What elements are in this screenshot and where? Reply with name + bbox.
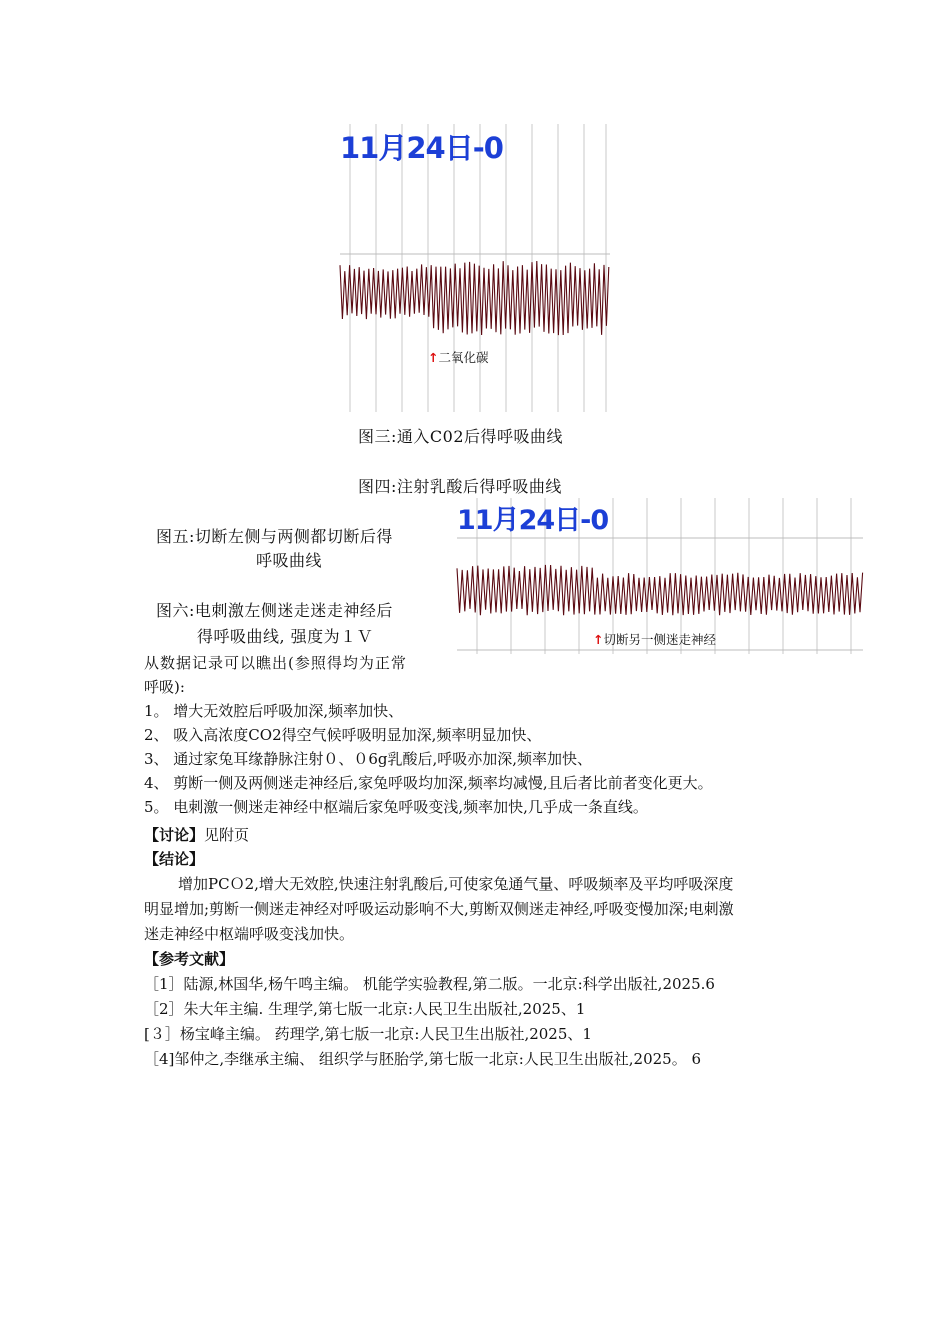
reference-item-4: ［4]邹仲之,李继承主编、 组织学与胚胎学,第七版一北京:人民卫生出版社,2025。 6 bbox=[144, 1050, 702, 1068]
discussion-text: 见附页 bbox=[204, 826, 250, 844]
chart-1-title: 11月24日-0 bbox=[340, 131, 503, 165]
chart-2-marker-label: 切断另一侧迷走神经 bbox=[603, 632, 716, 647]
figure-6-caption-line2: 得呼吸曲线, 强度为１Ｖ bbox=[197, 627, 374, 646]
figure-4-caption: 图四:注射乳酸后得呼吸曲线 bbox=[358, 477, 562, 496]
conclusion-line-3: 迷走神经中枢端呼吸变浅加快。 bbox=[144, 925, 355, 943]
figure-1 bbox=[338, 122, 614, 414]
reference-item-3: [３］杨宝峰主编。 药理学,第七版一北京:人民卫生出版社,2025、1 bbox=[144, 1025, 592, 1043]
references-heading: 【参考文献】 bbox=[144, 950, 235, 968]
figure-6-caption-line1: 图六:电刺激左侧迷走迷走神经后 bbox=[156, 601, 393, 620]
figure-2 bbox=[455, 498, 865, 654]
conclusion-line-2: 明显增加;剪断一侧迷走神经对呼吸运动影响不大,剪断双侧迷走神经,呼吸变慢加深;电刺激 bbox=[144, 900, 734, 918]
result-item-5: 5。 电刺激一侧迷走神经中枢端后家兔呼吸变浅,频率加快,几乎成一条直线。 bbox=[144, 798, 648, 816]
intro-line-1: 从数据记录可以瞧出(参照得均为正常 bbox=[144, 654, 407, 672]
figure-3-caption: 图三:通入C02后得呼吸曲线 bbox=[358, 427, 563, 446]
chart-2-event-marker bbox=[593, 630, 716, 648]
reference-item-1: ［1］陆源,林国华,杨午鸣主编。 机能学实验教程,第二版。一北京:科学出版社,2025.6 bbox=[144, 975, 715, 993]
conclusion-line-1: 增加PCＯ2,增大无效腔,快速注射乳酸后,可使家兔通气量、呼吸频率及平均呼吸深度 bbox=[178, 875, 734, 893]
reference-item-2: ［2］朱大年主编. 生理学,第七版一北京:人民卫生出版社,2025、1 bbox=[144, 1000, 586, 1018]
figure-5-caption-line1: 图五:切断左侧与两侧都切断后得 bbox=[156, 527, 393, 546]
up-arrow-icon: ↑ bbox=[428, 350, 439, 365]
conclusion-heading: 【结论】 bbox=[144, 850, 205, 868]
chart-1-marker-label: 二氧化碳 bbox=[438, 350, 489, 365]
discussion-line bbox=[144, 823, 249, 847]
respiration-trace bbox=[457, 565, 863, 615]
result-item-1: 1。 增大无效腔后呼吸加深,频率加快、 bbox=[144, 702, 404, 720]
result-item-4: 4、 剪断一侧及两侧迷走神经后,家兔呼吸均加深,频率均减慢,且后者比前者变化更大。 bbox=[144, 774, 713, 792]
respiration-trace bbox=[340, 261, 609, 335]
discussion-heading: 【讨论】 bbox=[144, 826, 205, 844]
result-item-3: 3、 通过家兔耳缘静脉注射０、０6g乳酸后,呼吸亦加深,频率加快、 bbox=[144, 750, 592, 768]
chart-1-event-marker bbox=[428, 348, 489, 366]
up-arrow-icon: ↑ bbox=[593, 632, 604, 647]
result-item-2: 2、 吸入高浓度CO2得空气候呼吸明显加深,频率明显加快、 bbox=[144, 726, 542, 744]
chart-2-title: 11月24日-0 bbox=[457, 505, 609, 536]
intro-line-2: 呼吸): bbox=[144, 678, 185, 696]
figure-5-caption-line2: 呼吸曲线 bbox=[256, 551, 323, 570]
